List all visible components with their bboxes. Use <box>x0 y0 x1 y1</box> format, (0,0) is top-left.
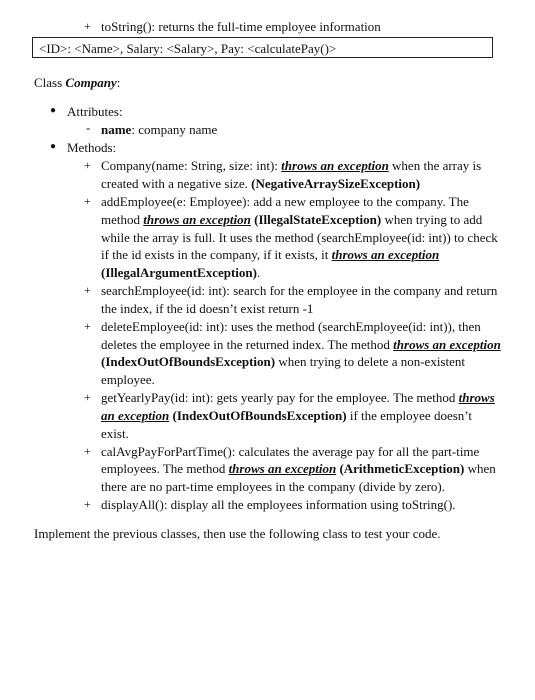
attribute-name <box>101 121 217 138</box>
add-employee-line-5: (IllegalArgumentException). <box>101 265 261 280</box>
exception-name: (IllegalStateException) <box>254 212 382 227</box>
plus-marker: + <box>84 390 91 404</box>
plus-marker: + <box>84 444 91 458</box>
class-heading-suffix: : <box>116 75 121 90</box>
plus-marker: + <box>84 19 91 33</box>
throws-emphasis: throws an exception <box>281 158 389 173</box>
exception-name: (ArithmeticException) <box>339 461 465 476</box>
class-name: Company <box>65 75 117 90</box>
plus-marker: + <box>84 194 91 208</box>
cal-avg-pay-line-3: there are no part-time employees in the company (divide by zero). <box>101 479 446 494</box>
throws-emphasis: throws <box>458 390 495 405</box>
add-employee-line-2: method throws an exception (IllegalStateException) when trying to add <box>101 212 483 227</box>
dash-marker: - <box>86 120 91 135</box>
delete-employee-line-4: employee. <box>101 372 155 387</box>
search-employee-line-1: searchEmployee(id: int): search for the employee in the company and return <box>101 283 498 298</box>
format-box-text: <ID>: <Name>, Salary: <Salary>, Pay: <calculatePay()> <box>39 41 337 56</box>
delete-employee-line-1: deleteEmployee(id: int): uses the method (searchEmployee(id: int)), then <box>101 319 481 334</box>
add-employee-line-1: addEmployee(e: Employee): add a new employee to the company. The <box>101 194 469 209</box>
constructor-line-1: Company(name: String, size: int): throws an exception when the array is <box>101 158 482 173</box>
exception-name: (NegativeArraySizeException) <box>251 176 421 191</box>
get-yearly-pay-line-3: exist. <box>101 426 129 441</box>
plus-marker: + <box>84 158 91 172</box>
throws-emphasis: throws an exception <box>331 247 440 262</box>
search-employee-line-2: the index, if the id doesn’t exist return -1 <box>101 301 314 316</box>
plus-marker: + <box>84 497 91 511</box>
throws-emphasis: throws an exception <box>143 212 251 227</box>
add-employee-line-4: if the id exists in the company, if it exists, it throws an exception <box>101 247 440 262</box>
tostring-method-line: toString(): returns the full-time employee information <box>101 19 381 34</box>
format-box <box>32 37 493 58</box>
exception-name: (IndexOutOfBoundsException) <box>101 354 276 369</box>
throws-emphasis: throws an exception <box>393 337 501 352</box>
delete-employee-line-3: (IndexOutOfBoundsException) when trying to delete a non-existent <box>101 354 465 369</box>
bullet-icon: ● <box>50 141 57 152</box>
attribute-name-desc: : company name <box>131 122 218 137</box>
class-heading <box>34 74 120 91</box>
get-yearly-pay-line-2: an exception (IndexOutOfBoundsException) if the employee doesn’t <box>101 408 472 423</box>
constructor-line-2: created with a negative size. (NegativeArraySizeException) <box>101 176 421 191</box>
display-all-line: displayAll(): display all the employees information using toString(). <box>101 497 456 512</box>
attribute-name-key: name <box>101 122 132 137</box>
cal-avg-pay-line-1: calAvgPayForPartTime(): calculates the average pay for all the part-time <box>101 444 480 459</box>
throws-emphasis: throws an exception <box>228 461 337 476</box>
exception-name: (IllegalArgumentException) <box>101 265 257 280</box>
methods-label: Methods: <box>67 140 117 155</box>
get-yearly-pay-line-1: getYearlyPay(id: int): gets yearly pay for the employee. The method throws <box>101 390 495 405</box>
cal-avg-pay-line-2: employees. The method throws an exception (ArithmeticException) when <box>101 461 496 476</box>
plus-marker: + <box>84 319 91 333</box>
add-employee-line-3: while the array is full. It uses the method (searchEmployee(id: int)) to check <box>101 230 498 245</box>
bullet-icon: ● <box>50 105 57 116</box>
delete-employee-line-2: deletes the employee in the returned index. The method throws an exception <box>101 337 501 352</box>
footer-instruction: Implement the previous classes, then use the following class to test your code. <box>34 526 441 541</box>
exception-name: (IndexOutOfBoundsException) <box>172 408 347 423</box>
plus-marker: + <box>84 283 91 297</box>
attributes-label: Attributes: <box>67 104 123 119</box>
throws-emphasis: an exception <box>101 408 170 423</box>
class-heading-prefix: Class <box>34 75 66 90</box>
